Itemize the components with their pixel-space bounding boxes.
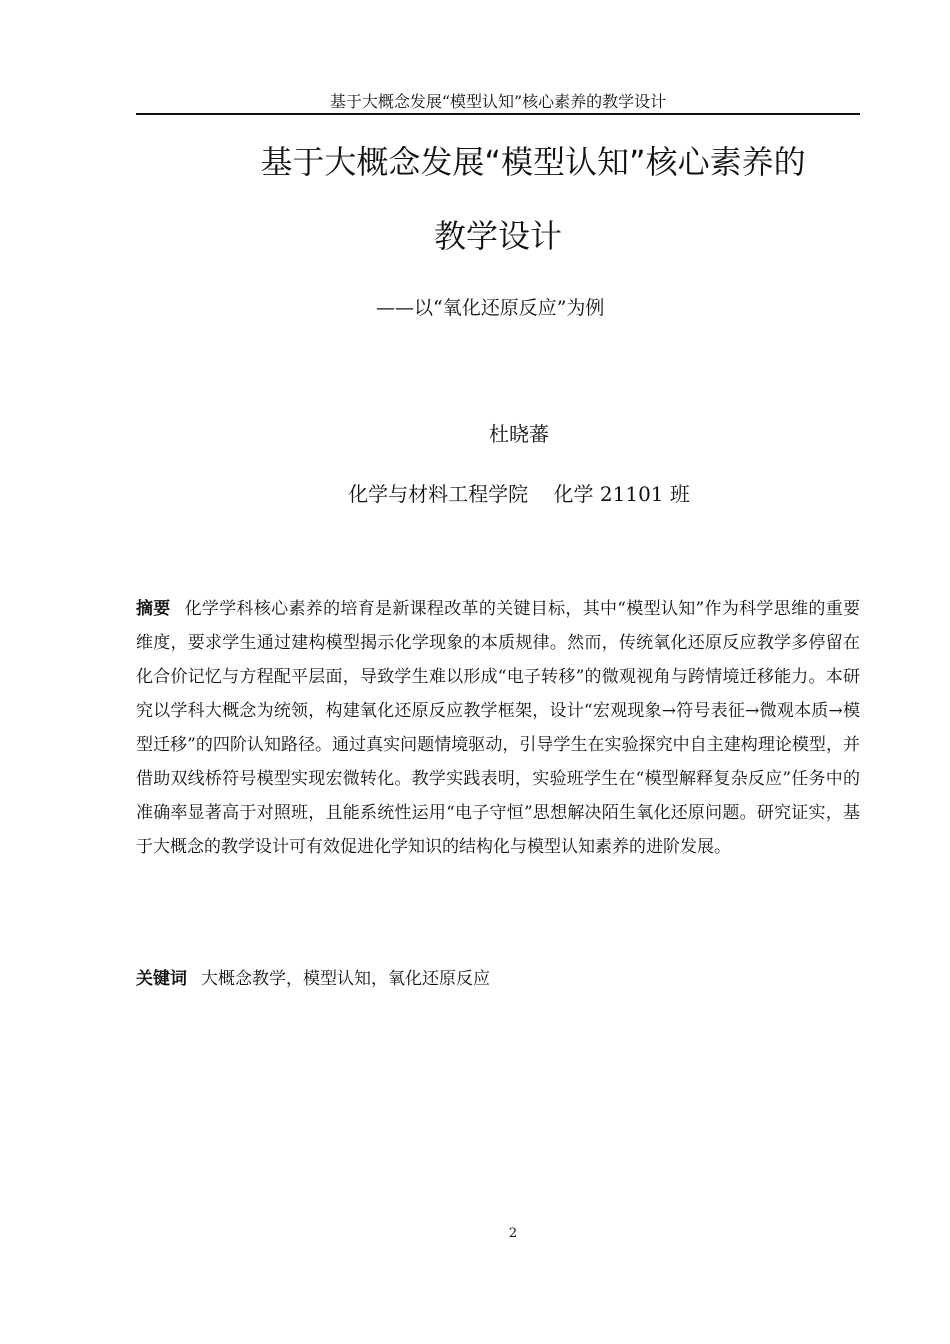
author-name: 杜晓蕃 xyxy=(489,422,549,446)
affiliation-class: 化学 21101 班 xyxy=(553,482,690,506)
keywords-label: 关键词 xyxy=(136,969,187,989)
paper-title-line-1: 基于大概念发展“模型认知”核心素养的 xyxy=(260,143,806,181)
paper-title-line-2: 教学设计 xyxy=(433,217,562,255)
abstract xyxy=(136,592,860,864)
page-number: 2 xyxy=(508,1226,518,1241)
affiliation-school: 化学与材料工程学院 xyxy=(348,482,529,506)
abstract-text: 化学学科核心素养的培育是新课程改革的关键目标，其中“模型认知”作为科学思维的重要维度，要求学生通过建构模型揭示化学现象的本质规律。然而，传统氧化还原反应教学多停留在化合价记忆与方程配平层面，导致学生难以形成“电子转移”的微观视角与跨情境迁移能力。本研究以学科大概念为统领，构建氧化还原反应教学框架，设计“宏观现象→符号表征→微观本质→模型迁移”的四阶认知路径。通过真实问题情境驱动，引导学生在实验探究中自主建构理论模型，并借助双线桥符号模型实现宏微转化。教学实践表明，实验班学生在“模型解释复杂反应”任务中的准确率显著高于对照班，且能系统性运用“电子守恒”思想解决陌生氧化还原问题。研究证实，基于大概念的教学设计可有效促进化学知识的结构化与模型认知素养的进阶发展。 xyxy=(136,599,860,857)
header-rule xyxy=(136,113,860,115)
keywords-text: 大概念教学，模型认知，氧化还原反应 xyxy=(201,969,490,989)
author-affiliation xyxy=(0,480,950,508)
paper-subtitle: ——以“氧化还原反应”为例 xyxy=(376,297,605,319)
keywords xyxy=(136,964,860,994)
running-header: 基于大概念发展“模型认知”核心素养的教学设计 xyxy=(329,92,667,111)
abstract-label: 摘要 xyxy=(136,599,171,619)
